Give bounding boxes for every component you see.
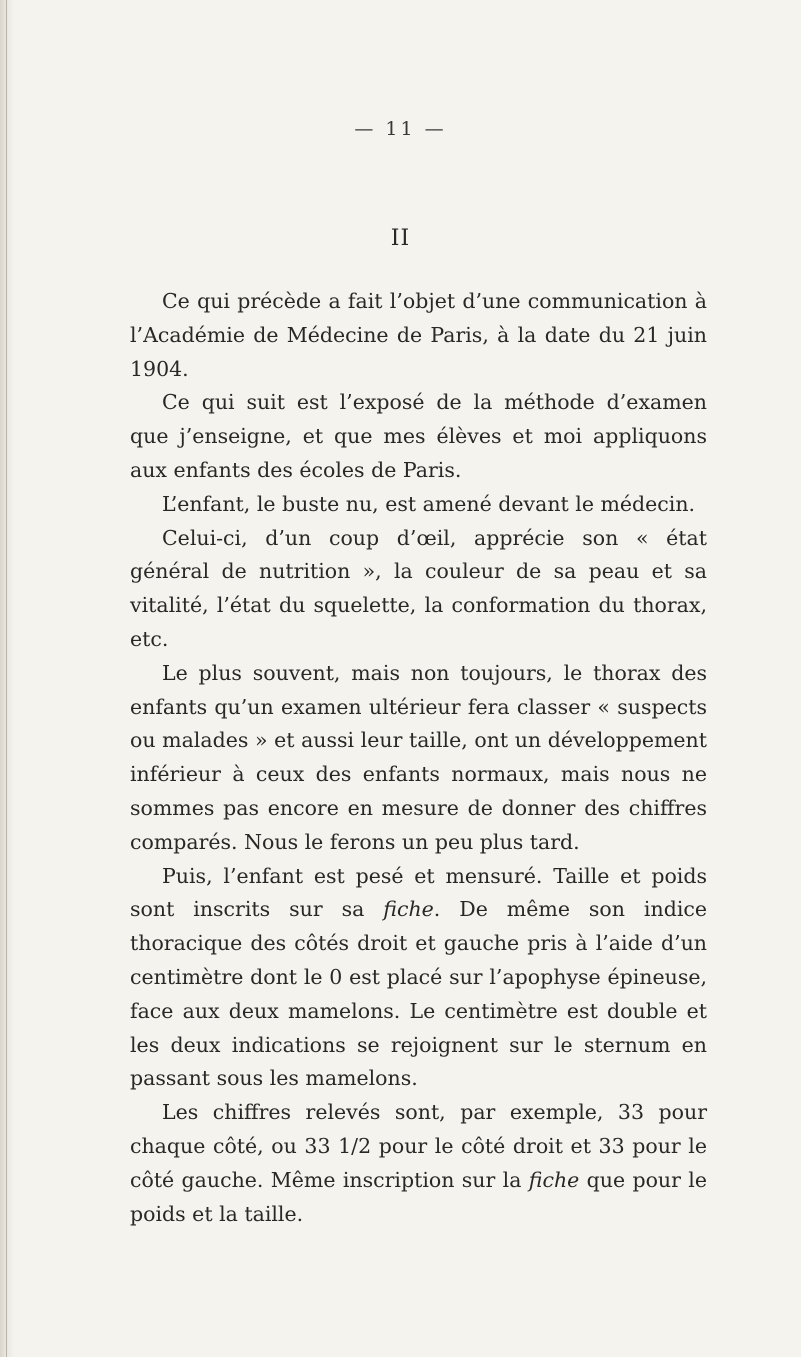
page-binding-edge [0,0,14,1357]
paragraph-1: Ce qui précède a fait l’objet d’une communication à l’Académie de Médecine de Paris, à la date du 21 juin 1904. [130,289,707,381]
fiche-emphasis: fiche [528,1167,580,1192]
page-number: — 11 — [354,118,447,140]
paragraph-3: L’enfant, le buste nu, est amené devant le médecin. [162,491,696,516]
body-text [130,285,707,1231]
paragraph-6 [130,860,707,1097]
paragraph-6-end: . De même son indice thoracique des côtés droit et gauche pris à l’aide d’un centimètre dont le 0 est placé sur l’apophyse épineuse, face aux deux mamelons. Le centimètre est double et les deux indications se rejoignent sur le sternum en passant sous les mamelons. [130,897,707,1091]
paragraph-7 [130,1096,707,1231]
paragraph-4: Celui-ci, d’un coup d’œil, apprécie son « état général de nutrition », la couleur de sa peau et sa vitalité, l’état du squelette, la conformation du thorax, etc. [130,525,707,651]
fiche-emphasis: fiche [383,897,434,922]
paragraph-2: Ce qui suit est l’exposé de la méthode d’examen que j’enseigne, et que mes élèves et moi appliquons aux enfants des écoles de Paris. [130,390,707,482]
paragraph-5: Le plus souvent, mais non toujours, le thorax des enfants qu’un examen ultérieur fera classer « suspects ou malades » et aussi leur taille, ont un développement inférieur à ceux des enfants normaux, mais nous ne sommes pas encore en mesure de donner des chiffres comparés. Nous le ferons un peu plus tard. [130,660,707,854]
page-binding-line [6,0,7,1357]
section-heading: II [390,226,411,251]
paragraph-7-start: Les chiffres relevés sont, par exemple, 33 pour chaque côté, ou 33 1/2 pour le côté droit et 33 pour le côté gauche. Même inscription sur la [130,1100,707,1192]
paragraph-7-end: que pour le poids et la taille. [130,1167,707,1226]
paragraph-6-start: Puis, l’enfant est pesé et mensuré. Taille et poids sont inscrits sur sa [130,863,707,922]
